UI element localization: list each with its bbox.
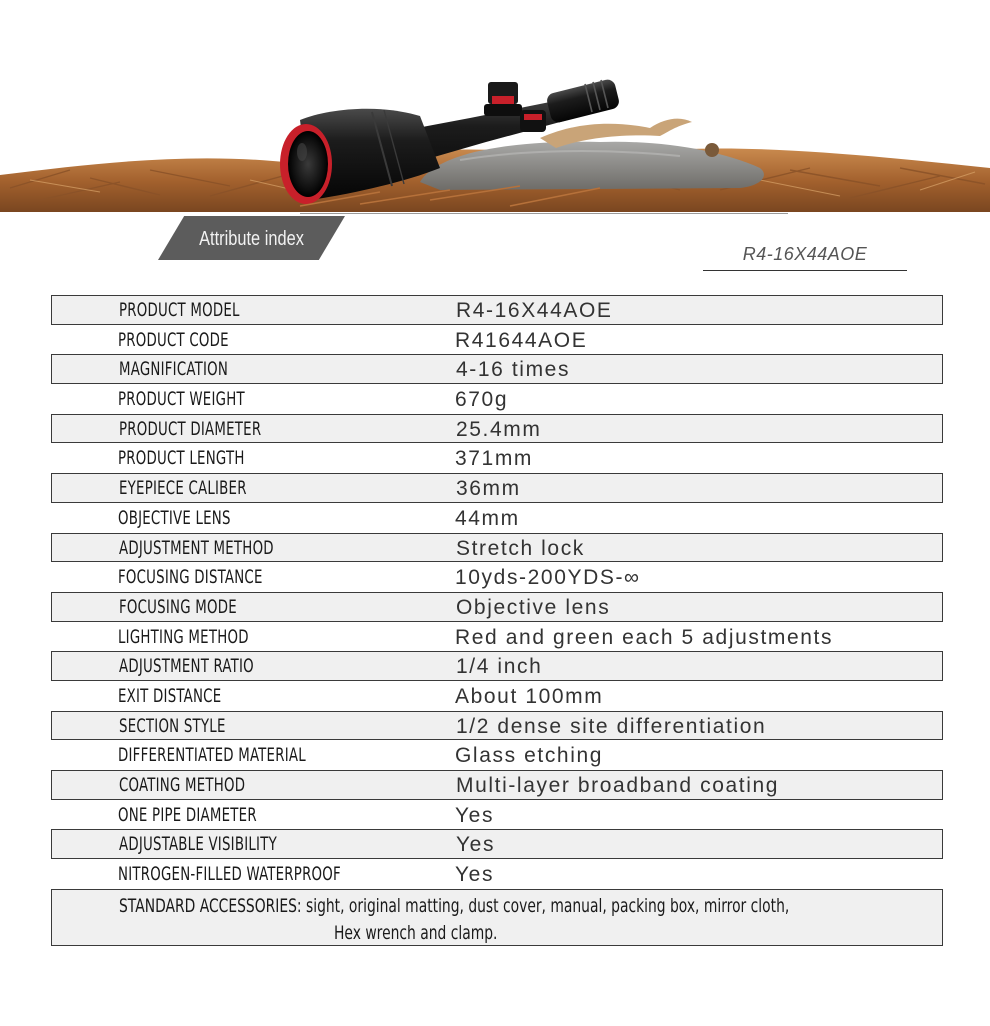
accessories-line-2: Hex wrench and clamp. — [334, 921, 498, 944]
spec-value: 1/4 inch — [456, 655, 543, 679]
spec-row — [51, 473, 943, 503]
spec-key: FOCUSING MODE — [119, 595, 237, 618]
spec-key: MAGNIFICATION — [119, 358, 229, 381]
spec-key: PRODUCT WEIGHT — [118, 388, 245, 411]
spec-key: COATING METHOD — [119, 774, 246, 796]
spec-key: PRODUCT CODE — [118, 328, 229, 351]
header-divider-line — [300, 213, 788, 214]
spec-row — [51, 325, 943, 355]
spec-row — [51, 592, 943, 622]
spec-key: PRODUCT LENGTH — [118, 447, 245, 470]
spec-row — [51, 711, 943, 741]
spec-value: 4-16 times — [456, 358, 571, 382]
spec-row — [51, 770, 943, 800]
spec-value: 25.4mm — [456, 417, 542, 441]
spec-row — [51, 384, 943, 414]
spec-key: FOCUSING DISTANCE — [118, 566, 263, 589]
spec-key: ADJUSTMENT RATIO — [119, 655, 254, 678]
spec-value: R41644AOE — [455, 328, 588, 352]
spec-key: NITROGEN-FILLED WATERPROOF — [118, 863, 341, 886]
spec-value: Yes — [455, 863, 495, 887]
spec-table — [51, 295, 943, 946]
riflescope-illustration — [0, 0, 990, 212]
spec-row — [51, 800, 943, 830]
spec-key: PRODUCT MODEL — [119, 299, 240, 321]
hero-product-photo — [0, 0, 990, 212]
spec-key: OBJECTIVE LENS — [118, 506, 231, 529]
spec-row — [51, 562, 943, 592]
spec-key: LIGHTING METHOD — [118, 625, 249, 648]
model-tag: R4-16X44AOE — [703, 244, 907, 271]
spec-key: ONE PIPE DIAMETER — [118, 803, 257, 826]
spec-key: EXIT DISTANCE — [118, 684, 222, 707]
spec-value: Yes — [455, 803, 495, 827]
spec-row — [51, 443, 943, 473]
attribute-index-tab — [158, 216, 345, 260]
spec-value: Red and green each 5 adjustments — [455, 625, 834, 649]
spec-row — [51, 859, 943, 889]
spec-key: EYEPIECE CALIBER — [119, 477, 247, 500]
spec-row — [51, 651, 943, 681]
spec-row — [51, 829, 943, 859]
spec-row — [51, 622, 943, 652]
spec-row — [51, 414, 943, 444]
spec-value: Multi-layer broadband coating — [456, 774, 780, 797]
spec-value: Glass etching — [455, 744, 604, 768]
spec-key: PRODUCT DIAMETER — [119, 417, 262, 440]
spec-row — [51, 503, 943, 533]
attribute-index-label: Attribute index — [199, 228, 304, 250]
standard-accessories-row — [51, 889, 943, 946]
spec-key: SECTION STYLE — [119, 714, 226, 737]
spec-value: 44mm — [455, 506, 520, 530]
spec-row — [51, 681, 943, 711]
spec-value: 10yds-200YDS-∞ — [455, 566, 641, 590]
spec-value: R4-16X44AOE — [456, 299, 613, 322]
spec-row — [51, 533, 943, 563]
spec-value: 36mm — [456, 477, 521, 501]
spec-value: 1/2 dense site differentiation — [456, 714, 767, 738]
spec-key: ADJUSTABLE VISIBILITY — [119, 833, 277, 856]
spec-value: 670g — [455, 388, 509, 412]
spec-value: Stretch lock — [456, 536, 585, 560]
spec-key: ADJUSTMENT METHOD — [119, 536, 274, 559]
accessories-line-1: STANDARD ACCESSORIES: sight, original matting, dust cover, manual, packing box, mirror cloth, — [119, 894, 790, 917]
spec-key: DIFFERENTIATED MATERIAL — [118, 744, 306, 767]
spec-row — [51, 354, 943, 384]
spec-row — [51, 740, 943, 770]
spec-row — [51, 295, 943, 325]
spec-value: 371mm — [455, 447, 534, 471]
spec-value: Objective lens — [456, 595, 611, 619]
spec-value: About 100mm — [455, 684, 604, 708]
spec-value: Yes — [456, 833, 496, 857]
